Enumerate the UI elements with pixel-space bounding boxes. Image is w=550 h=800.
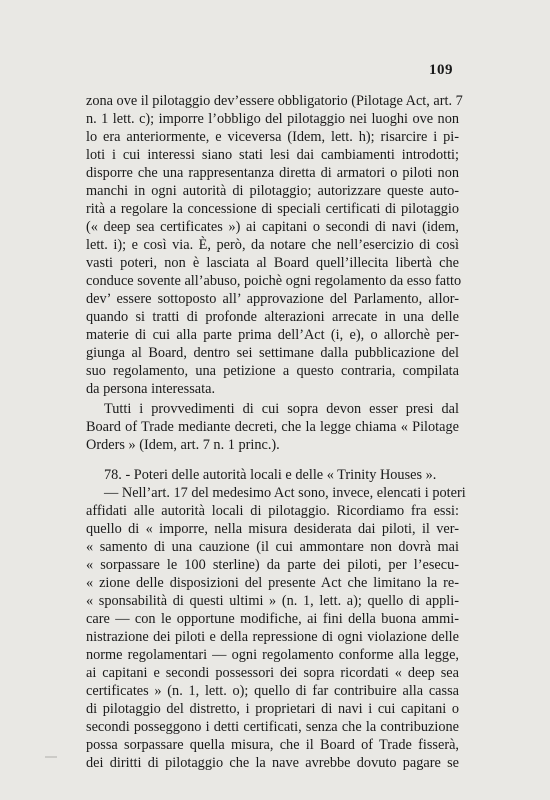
text-line: ai capitani e secondi possessori dei sopra ricordati « deep sea	[86, 665, 459, 681]
text-line: affidati alle autorità locali di pilotaggio. Ricordiamo fra essi:	[86, 503, 459, 519]
text-line: disporre che una rappresentanza diretta di armatori o piloti non	[86, 165, 459, 181]
text-line: Orders » (Idem, art. 7 n. 1 princ.).	[86, 437, 280, 453]
text-line: lo era anteriormente, e viceversa (Idem, lett. h); risarcire i pi-	[86, 129, 459, 145]
text-line: « samento di una cauzione (il cui ammontare non dovrà mai	[86, 539, 459, 555]
text-line: quando si tratti di profonde alterazioni arrecate in una delle	[86, 309, 459, 325]
text-line: vasti poteri, non è lasciata al Board quell’illecita libertà che	[86, 255, 459, 271]
text-line: Board of Trade mediante decreti, che la legge chiama « Pilotage	[86, 419, 459, 435]
text-line: materie di cui alla parte prima dell’Act (i, e), o allorchè per-	[86, 327, 459, 343]
page-number: 109	[429, 62, 453, 78]
text-line: conduce sovente all’abuso, poichè ogni regolamento da esso fatto	[86, 273, 462, 289]
text-line: certificates » (n. 1, lett. o); quello di far contribuire alla cassa	[86, 683, 459, 699]
text-line: nistrazione dei piloti e della repressione di ogni violazione delle	[86, 629, 459, 645]
text-line: (« deep sea certificates ») ai capitani o secondi di navi (idem,	[86, 219, 459, 235]
text-line: norme regolamentari — ogni regolamento conforme alla legge,	[86, 647, 459, 663]
text-line: care — con le opportune modifiche, ai fini della buona ammi-	[86, 611, 459, 627]
section-heading: 78. - Poteri delle autorità locali e delle « Trinity Houses ».	[104, 467, 437, 483]
text-line: secondi posseggono i detti certificati, senza che la contribuzione	[86, 719, 459, 735]
text-line: suo regolamento, una petizione a questo contraria, compilata	[86, 363, 459, 379]
text-line: zona ove il pilotaggio dev’essere obbligatorio (Pilotage Act, art. 7	[86, 93, 463, 109]
text-line: « sponsabilità di questi ultimi » (n. 1, lett. a); quello di appli-	[86, 593, 459, 609]
text-line: dev’ essere sottoposto all’ approvazione del Parlamento, allor-	[86, 291, 459, 307]
text-line: « sorpassare le 100 sterline) da parte dei piloti, per l’esecu-	[86, 557, 459, 573]
text-line: loti i cui interessi siano stati lesi dai cambiamenti introdotti;	[86, 147, 459, 163]
text-line: dei diritti di pilotaggio che la nave avrebbe dovuto pagare se	[86, 755, 459, 771]
text-line: lett. i); e così via. È, però, da notare che nell’esercizio di così	[86, 237, 459, 253]
text-line: Tutti i provvedimenti di cui sopra devon esser presi dal	[104, 401, 459, 417]
paper-smudge	[45, 756, 57, 758]
text-line: rità a regolare la concessione di speciali certificati di pilotaggio	[86, 201, 459, 217]
text-line: manchi in ogni autorità di pilotaggio; autorizzare queste auto-	[86, 183, 459, 199]
text-line: n. 1 lett. c); imporre l’obbligo del pilotaggio nei luoghi ove non	[86, 111, 459, 127]
text-line: quello di « imporre, nella misura desiderata dai piloti, il ver-	[86, 521, 459, 537]
text-line: « zione delle disposizioni del presente Act che limitano la re-	[86, 575, 459, 591]
text-line: possa sorpassare quella misura, che il Board of Trade fisserà,	[86, 737, 459, 753]
text-line: giunga al Board, dentro sei settimane dalla pubblicazione del	[86, 345, 459, 361]
text-line: di pilotaggio del distretto, i proprietari di navi i cui capitani o	[86, 701, 459, 717]
text-line: — Nell’art. 17 del medesimo Act sono, invece, elencati i poteri	[104, 485, 466, 501]
text-line: da persona interessata.	[86, 381, 216, 397]
